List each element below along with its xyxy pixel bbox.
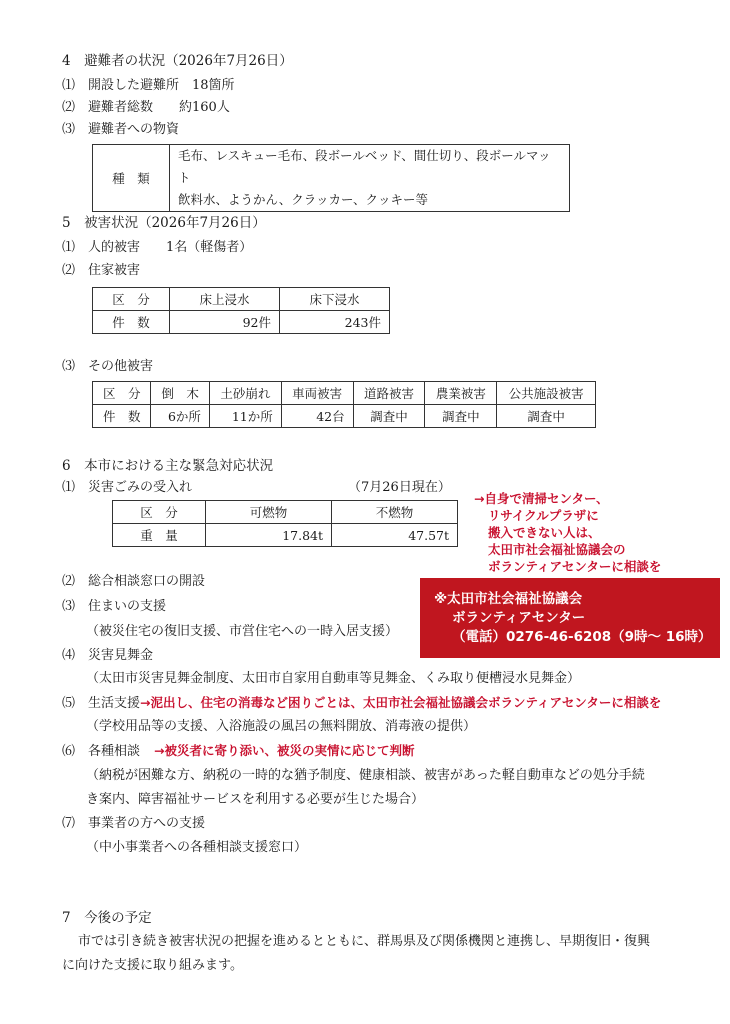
supplies-line-2: 飲料水、ようかん、クラッカー、クッキー等: [178, 192, 429, 207]
volunteer-center-notice: [420, 578, 720, 658]
waste-date: （7月26日現在）: [348, 480, 451, 495]
consultations-red-note: →被災者に寄り添い、被災の実情に応じて判断: [154, 743, 415, 758]
evacuee-count: ⑵ 避難者総数 約160人: [62, 100, 230, 115]
business-support-detail: （中小事業者への各種相談支援窓口）: [86, 840, 308, 855]
future-plan-line-1: 市では引き続き被害状況の把握を進めるとともに、群馬県及び関係機関と連携し、早期復旧・復興: [78, 934, 651, 949]
house-row-label: 件 数: [93, 311, 170, 334]
supplies-label: 種 類: [93, 145, 170, 212]
other-value: 42台: [281, 405, 353, 428]
house-damage-table: [92, 287, 390, 334]
waste-value-2: 47.57t: [332, 524, 458, 547]
life-support: [62, 694, 661, 713]
other-damage-heading: ⑶ その他被害: [62, 359, 154, 374]
waste-red-note: [474, 490, 661, 575]
other-header: 車両被害: [281, 382, 353, 405]
note-line: 搬入できない人は、: [488, 525, 601, 540]
housing-support: ⑶ 住まいの支援: [62, 599, 167, 614]
life-support-red-note: →泥出し、住宅の消毒など困りごとは、太田市社会福祉協議会ボランティアセンターに相談を: [140, 695, 662, 710]
section-6-heading: 6 本市における主な緊急対応状況: [62, 458, 274, 474]
consultations-detail-2: き案内、障害福祉サービスを利用する必要が生じた場合）: [86, 792, 425, 807]
other-header: 公共施設被害: [497, 382, 596, 405]
other-value: 調査中: [425, 405, 497, 428]
other-value: 調査中: [497, 405, 596, 428]
supplies-heading: ⑶ 避難者への物資: [62, 122, 180, 137]
other-header: 土砂崩れ: [209, 382, 281, 405]
other-value: 6か所: [151, 405, 209, 428]
house-header-label: 区 分: [93, 288, 170, 311]
future-plan-line-2: に向けた支援に取り組みます。: [62, 958, 243, 973]
shelter-count: ⑴ 開設した避難所 18箇所: [62, 78, 235, 93]
various-consultations: [62, 742, 415, 761]
note-line: →自身で清掃センター、: [474, 491, 609, 506]
other-header: 農業被害: [425, 382, 497, 405]
notice-phone: （電話）0276-46-6208（9時～ 16時）: [452, 629, 712, 645]
waste-row-label: 重 量: [113, 524, 206, 547]
other-value: 調査中: [353, 405, 425, 428]
house-value-2: 243件: [280, 311, 390, 334]
section-5-heading: 5 被害状況（2026年7月26日）: [62, 215, 266, 231]
supplies-line-1: 毛布、レスキュー毛布、段ボールベッド、間仕切り、段ボールマット: [178, 148, 551, 185]
other-header: 区 分: [93, 382, 151, 405]
disaster-condolence-detail: （太田市災害見舞金制度、太田市自家用自動車等見舞金、くみ取り便槽浸水見舞金）: [86, 671, 581, 686]
waste-heading: ⑴ 災害ごみの受入れ: [62, 480, 193, 495]
life-support-label: ⑸ 生活支援: [62, 696, 141, 711]
waste-header-1: 可燃物: [206, 501, 332, 524]
note-line: リサイクルプラザに: [488, 508, 599, 523]
section-4-heading: 4 避難者の状況（2026年7月26日）: [62, 53, 293, 69]
other-damage-table: [92, 381, 596, 428]
waste-table: [112, 500, 458, 547]
disaster-condolence: ⑷ 災害見舞金: [62, 648, 154, 663]
other-header: 道路被害: [353, 382, 425, 405]
notice-subtitle: ボランティアセンター: [452, 610, 586, 626]
human-damage: ⑴ 人的被害 1名（軽傷者）: [62, 240, 253, 255]
house-header-2: 床下浸水: [280, 288, 390, 311]
life-support-detail: （学校用品等の支援、入浴施設の風呂の無料開放、消毒液の提供）: [86, 719, 477, 734]
consultations-detail-1: （納税が困難な方、納税の一時的な猶予制度、健康相談、被害があった軽自動車などの処分手続: [86, 768, 645, 783]
waste-header-2: 不燃物: [332, 501, 458, 524]
house-header-1: 床上浸水: [170, 288, 280, 311]
waste-value-1: 17.84t: [206, 524, 332, 547]
house-damage-heading: ⑵ 住家被害: [62, 263, 141, 278]
supplies-table: [92, 144, 570, 212]
house-value-1: 92件: [170, 311, 280, 334]
note-line: 太田市社会福祉協議会の: [488, 542, 626, 557]
consultations-label: ⑹ 各種相談: [62, 744, 141, 759]
housing-support-detail: （被災住宅の復旧支援、市営住宅への一時入居支援）: [86, 624, 399, 639]
section-7-heading: 7 今後の予定: [62, 910, 152, 926]
note-line: ボランティアセンターに相談を: [488, 559, 662, 574]
other-value: 11か所: [209, 405, 281, 428]
other-value: 件 数: [93, 405, 151, 428]
waste-header-label: 区 分: [113, 501, 206, 524]
consultation-window: ⑵ 総合相談窓口の開設: [62, 574, 206, 589]
other-header: 倒 木: [151, 382, 209, 405]
notice-title: ※太田市社会福祉協議会: [434, 591, 583, 607]
business-support: ⑺ 事業者の方への支援: [62, 816, 206, 831]
